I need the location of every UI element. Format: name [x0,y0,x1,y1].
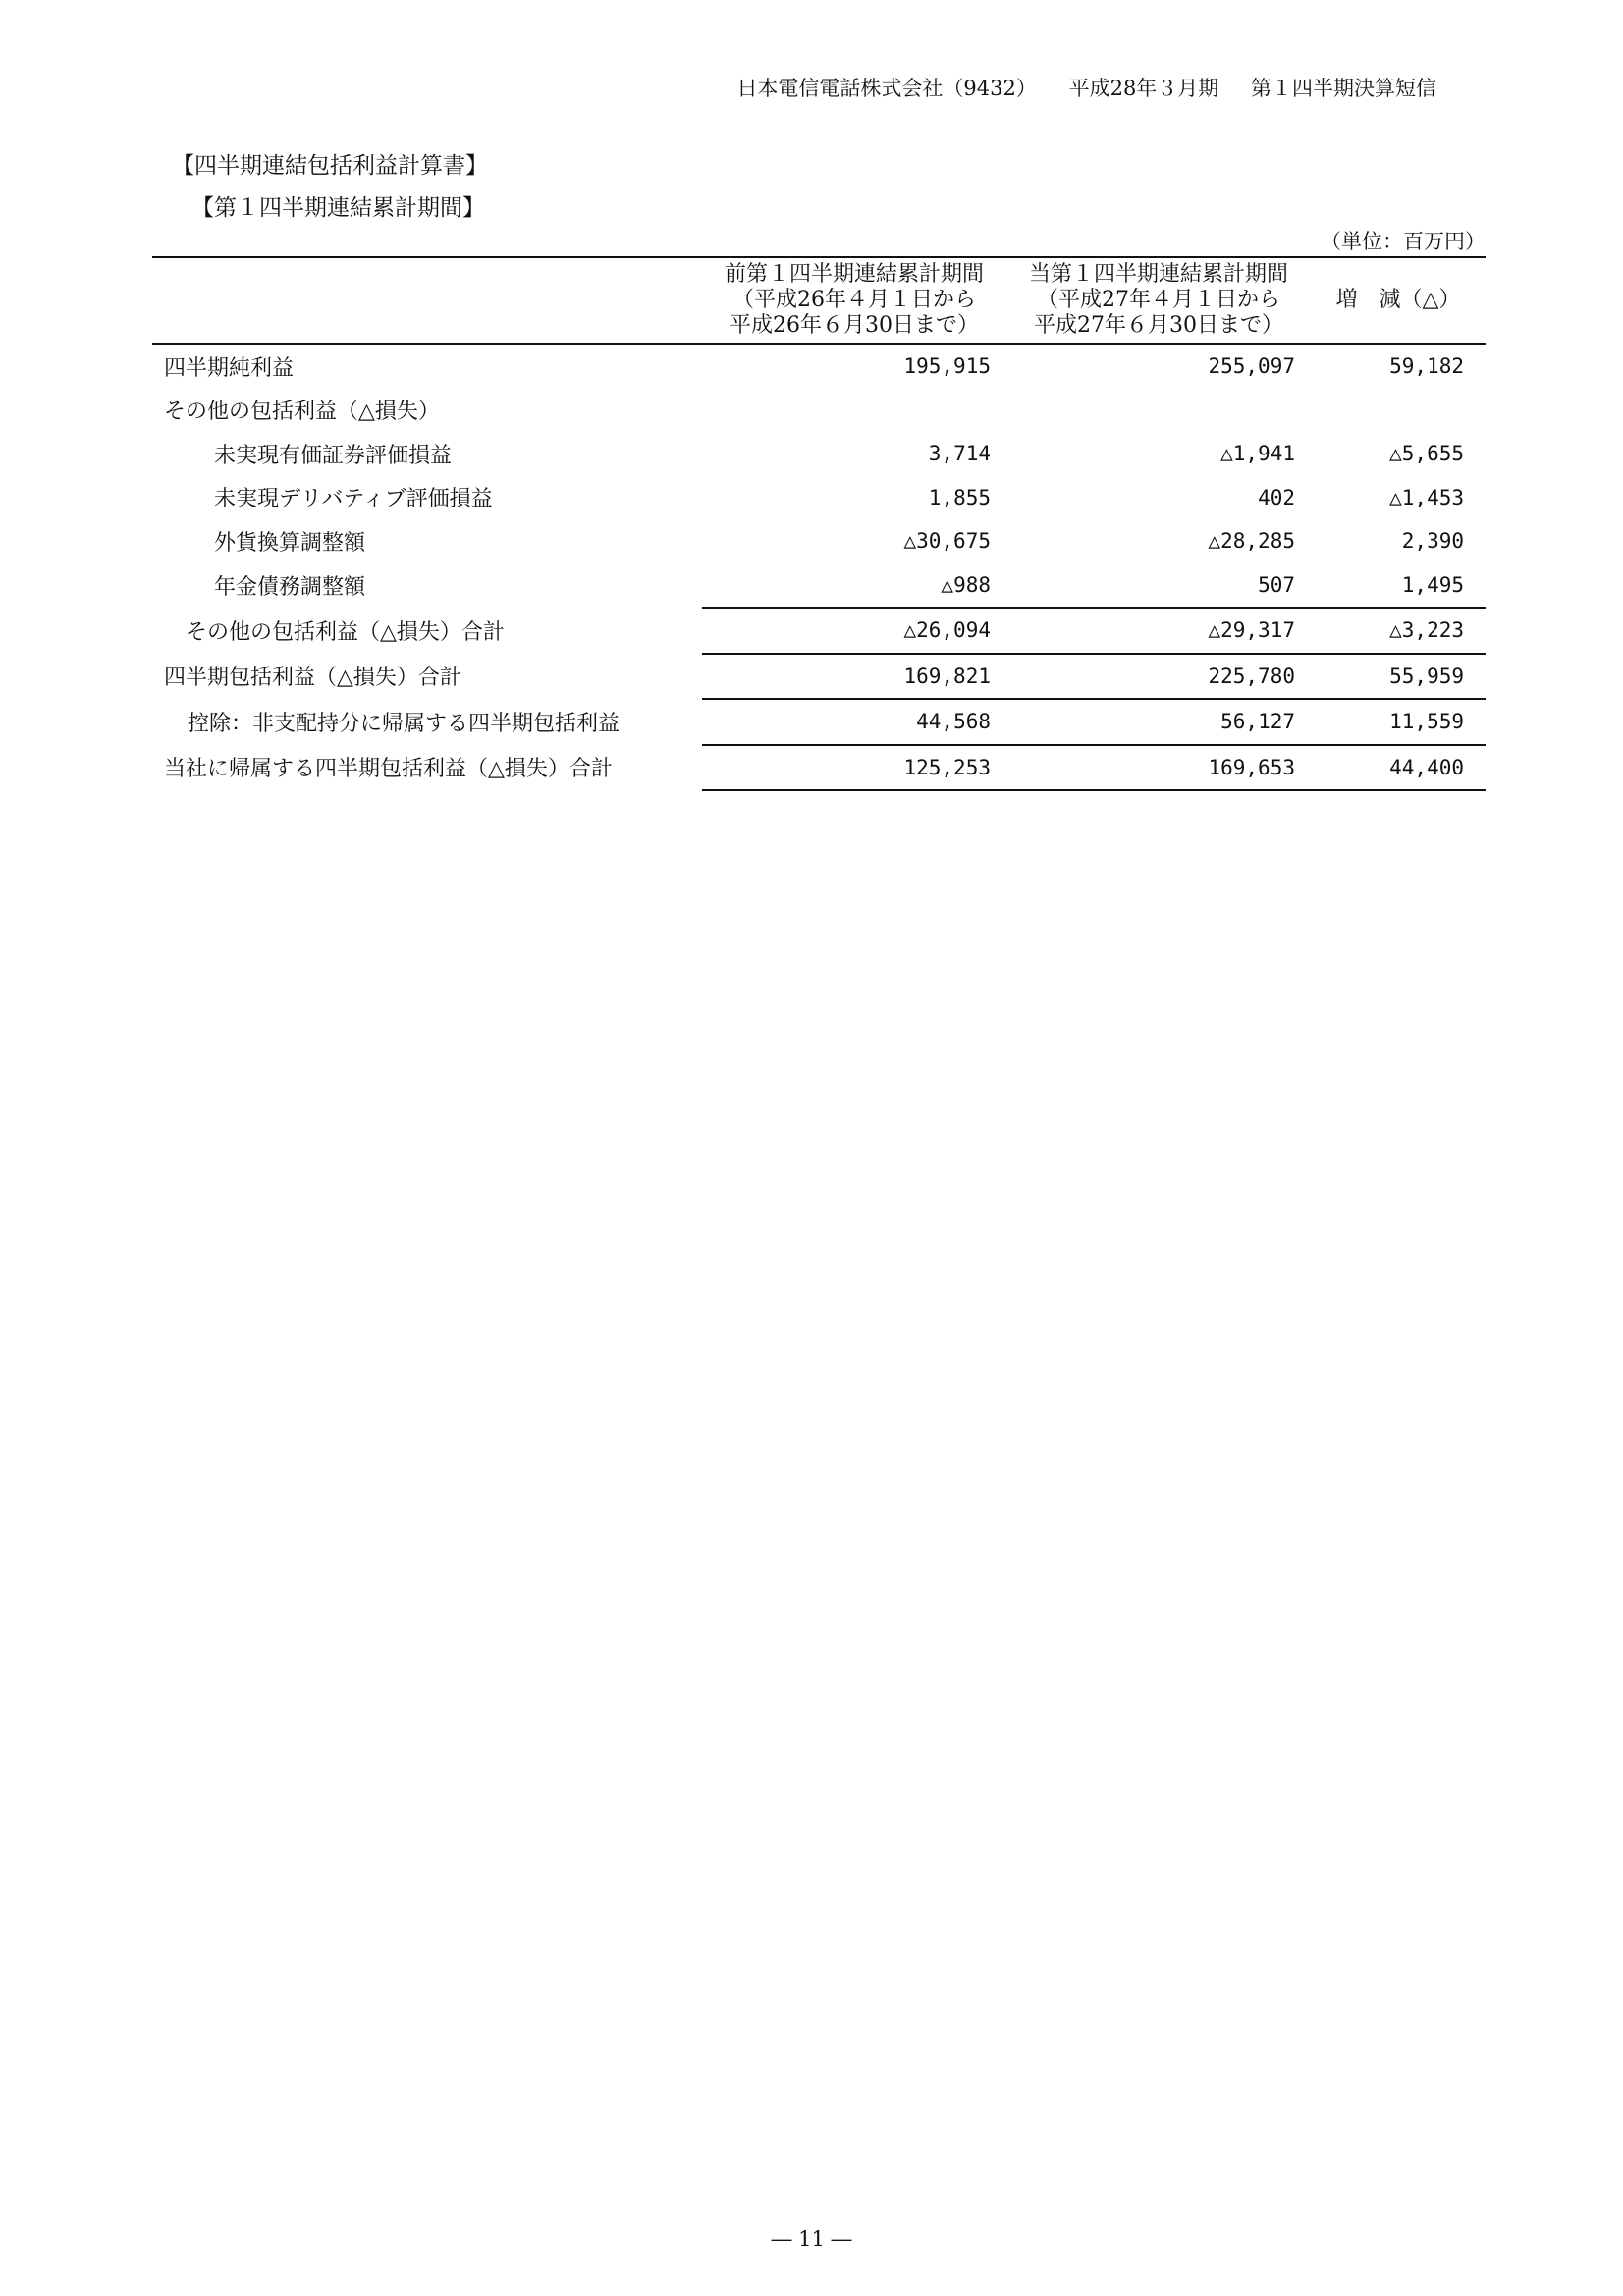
diff-value: △5,655 [1389,442,1464,466]
page-number: ― 11 ― [771,2227,852,2251]
curr-value: 507 [1258,572,1295,597]
table-row [152,654,1486,700]
prev-value: 3,714 [928,442,991,466]
diff-value: △3,223 [1311,608,1486,654]
statement-title: 【四半期連結包括利益計算書】 [172,153,488,179]
table-row [152,608,1486,654]
row-label: その他の包括利益（△損失） [164,400,440,425]
curr-value: 169,653 [1006,745,1311,791]
header-curr-period: 当第１四半期連結累計期間 （平成27年４月１日から 平成27年６月30日まで） [1006,257,1311,344]
comprehensive-income-table [152,256,1486,791]
row-label: 当社に帰属する四半期包括利益（△損失）合計 [164,757,613,782]
diff-value: 59,182 [1389,354,1464,379]
curr-value: 255,097 [1208,354,1295,379]
prev-value: △988 [941,572,991,597]
table-row [152,389,1486,433]
prev-value: 169,821 [702,654,1006,700]
prev-value: △30,675 [903,529,991,554]
row-label: 四半期純利益 [164,355,295,381]
table-row [152,699,1486,745]
diff-value [1311,389,1486,433]
curr-value: △29,317 [1006,608,1311,654]
curr-value [1006,389,1311,433]
diff-value: 2,390 [1401,529,1464,554]
prev-value [702,389,1006,433]
curr-value: △1,941 [1220,442,1295,466]
table-row [152,344,1486,389]
statement-subtitle: 【第１四半期連結累計期間】 [191,195,485,221]
table-row [152,519,1486,563]
row-label: 未実現デリバティブ評価損益 [214,487,493,512]
prev-value: 44,568 [702,699,1006,745]
row-label: 控除：非支配持分に帰属する四半期包括利益 [188,711,621,736]
prev-value: 125,253 [702,745,1006,791]
table-row [152,476,1486,520]
row-label: 四半期包括利益（△損失）合計 [164,666,461,691]
unit-label: （単位：百万円） [1321,230,1486,253]
diff-value: 11,559 [1311,699,1486,745]
header-label-cell [152,257,702,344]
curr-value: 56,127 [1006,699,1311,745]
header-diff: 増 減（△） [1311,257,1486,344]
curr-value: △28,285 [1208,529,1295,554]
fiscal-period: 平成28年３月期 [1068,77,1219,100]
table-header-row [152,257,1486,344]
row-label: 未実現有価証券評価損益 [214,443,453,468]
table-row [152,432,1486,476]
prev-value: 195,915 [903,354,991,379]
page-header [736,73,1436,102]
diff-value: △1,453 [1389,485,1464,509]
diff-value: 1,495 [1401,572,1464,597]
prev-value: 1,855 [928,485,991,509]
table-row [152,563,1486,609]
row-label: 外貨換算調整額 [214,530,366,556]
row-label: 年金債務調整額 [214,574,366,600]
prev-value: △26,094 [702,608,1006,654]
curr-value: 402 [1258,485,1295,509]
diff-value: 44,400 [1311,745,1486,791]
company-name: 日本電信電話株式会社（9432） [736,77,1037,100]
row-label: その他の包括利益（△損失）合計 [186,619,505,645]
curr-value: 225,780 [1006,654,1311,700]
diff-value: 55,959 [1311,654,1486,700]
report-name: 第１四半期決算短信 [1251,77,1436,100]
table-row [152,745,1486,791]
header-prev-period: 前第１四半期連結累計期間 （平成26年４月１日から 平成26年６月30日まで） [702,257,1006,344]
